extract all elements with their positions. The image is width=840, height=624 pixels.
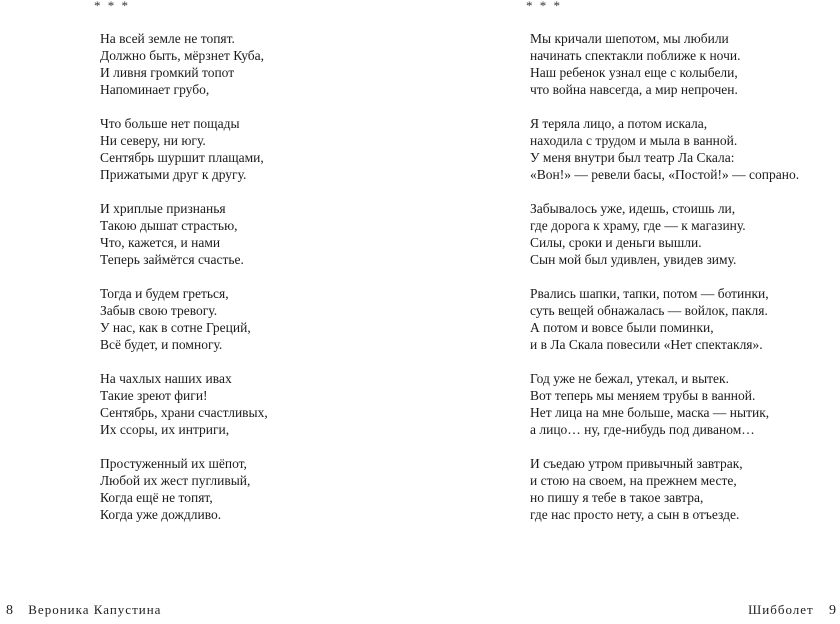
running-head-author: Вероника Капустина [28,602,162,617]
stanza [100,115,268,183]
poem-line: где нас просто нету, а сын в отъезде. [530,507,740,522]
poem-line: и стою на своем, на прежнем месте, [530,473,737,488]
stanza [530,285,799,353]
page-footer-right [748,602,836,619]
poem-line: На всей земле не топят. [100,31,235,46]
poem-line: И хриплые признанья [100,201,226,216]
poem-line: Сентябрь шуршит плащами, [100,150,264,165]
poem-line: Что больше нет пощады [100,116,240,131]
stanza [100,285,268,353]
page-number: 9 [829,603,836,618]
poem-line: Забывалось уже, идешь, стоишь ли, [530,201,736,216]
poem-right [530,30,799,540]
poem-line: где дорога к храму, где — к магазину. [530,218,746,233]
poem-left [100,30,268,540]
poem-line: Когда уже дождливо. [100,507,222,522]
stanza [100,455,268,523]
running-head-title: Шибболет [748,602,814,617]
poem-line: А потом и вовсе были поминки, [530,320,714,335]
poem-line: а лицо… ну, где-нибудь под диваном… [530,422,755,437]
poem-line: И съедаю утром привычный завтрак, [530,456,743,471]
stanza [530,455,799,523]
poem-line: Я теряла лицо, а потом искала, [530,116,708,131]
section-stars: * * * [526,0,562,13]
poem-line: У меня внутри был театр Ла Скала: [530,150,735,165]
poem-line: Силы, сроки и деньги вышли. [530,235,702,250]
page-number: 8 [6,603,13,618]
poem-line: Рвались шапки, тапки, потом — ботинки, [530,286,769,301]
poem-line: Мы кричали шепотом, мы любили [530,31,729,46]
poem-line: Вот теперь мы меняем трубы в ванной. [530,388,756,403]
poem-line: Ни северу, ни югу. [100,133,206,148]
poem-line: Сын мой был удивлен, увидев зиму. [530,252,737,267]
poem-line: Забыв свою тревогу. [100,303,218,318]
poem-line: Их ссоры, их интриги, [100,422,230,437]
poem-line: начинать спектакли поближе к ночи. [530,48,741,63]
poem-line: Тогда и будем греться, [100,286,229,301]
poem-line: находила с трудом и мыла в ванной. [530,133,738,148]
poem-line: Прижатыми друг к другу. [100,167,247,182]
stanza [100,30,268,98]
poem-line: «Вон!» — ревели басы, «Постой!» — сопрано. [530,167,800,182]
poem-line: суть вещей обнажалась — войлок, пакля. [530,303,768,318]
stanza [530,30,799,98]
page-footer-left [6,602,161,619]
poem-line: что война навсегда, а мир непрочен. [530,82,738,97]
poem-line: Любой их жест пугливый, [100,473,251,488]
stanza [530,200,799,268]
poem-line: Нет лица на мне больше, маска — нытик, [530,405,770,420]
stanza [100,200,268,268]
stanza [100,370,268,438]
poem-line: У нас, как в сотне Греций, [100,320,251,335]
poem-line: и в Ла Скала повесили «Нет спектакля». [530,337,763,352]
poem-line: Такие зреют фиги! [100,388,208,403]
stanza [530,115,799,183]
poem-line: Простуженный их шёпот, [100,456,247,471]
section-stars: * * * [94,0,130,13]
poem-line: Такою дышат страстью, [100,218,238,233]
poem-line: И ливня громкий топот [100,65,235,80]
poem-line: Год уже не бежал, утекал, и вытек. [530,371,729,386]
poem-line: Должно быть, мёрзнет Куба, [100,48,265,63]
poem-line: но пишу я тебе в такое завтра, [530,490,704,505]
poem-line: Сентябрь, храни счастливых, [100,405,268,420]
right-page [420,0,840,624]
poem-line: На чахлых наших ивах [100,371,232,386]
stanza [530,370,799,438]
poem-line: Напоминает грубо, [100,82,210,97]
poem-line: Когда ещё не топят, [100,490,213,505]
poem-line: Что, кажется, и нами [100,235,221,250]
poem-line: Теперь займётся счастье. [100,252,244,267]
poem-line: Наш ребенок узнал еще с колыбели, [530,65,738,80]
poem-line: Всё будет, и помногу. [100,337,223,352]
